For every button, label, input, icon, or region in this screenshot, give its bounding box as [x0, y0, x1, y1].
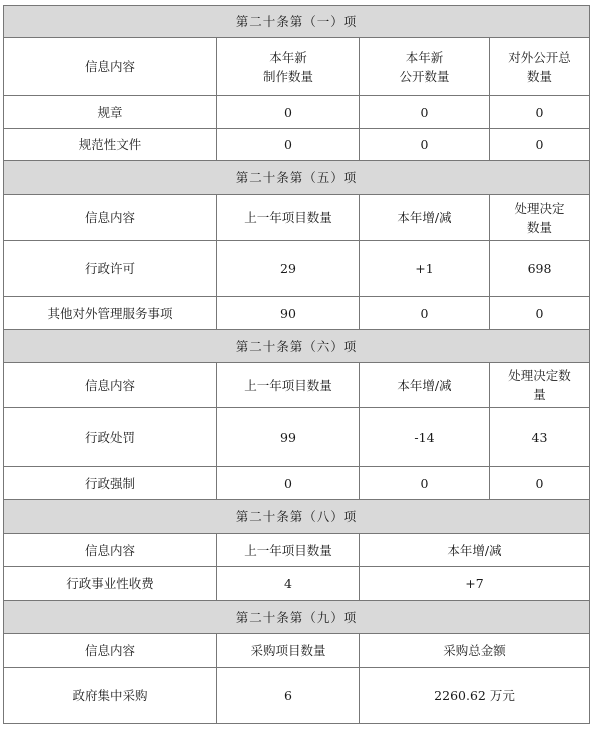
- row-label: 行政许可: [4, 241, 217, 297]
- cell-value: +7: [360, 567, 590, 601]
- cell-value: 43: [490, 408, 590, 467]
- table-row: [4, 467, 590, 500]
- header-cell: 上一年项目数量: [217, 363, 360, 408]
- row-label: 行政强制: [4, 467, 217, 500]
- header-cell: 采购项目数量: [217, 634, 360, 668]
- section-header: [4, 500, 590, 534]
- disclosure-table: [3, 5, 590, 724]
- cell-value: 0: [217, 129, 360, 161]
- row-label: 政府集中采购: [4, 668, 217, 724]
- column-header-row: [4, 195, 590, 241]
- section-header: [4, 161, 590, 195]
- table-row: [4, 408, 590, 467]
- cell-value: 29: [217, 241, 360, 297]
- table-row: [4, 96, 590, 129]
- table-row: [4, 241, 590, 297]
- section-header: [4, 6, 590, 38]
- cell-value: 4: [217, 567, 360, 601]
- cell-value: 90: [217, 297, 360, 330]
- header-cell: 本年新 公开数量: [360, 38, 490, 96]
- column-header-row: [4, 634, 590, 668]
- header-cell: 信息内容: [4, 195, 217, 241]
- row-label: 规范性文件: [4, 129, 217, 161]
- cell-value: -14: [360, 408, 490, 467]
- section-title: 第二十条第（一）项: [4, 6, 590, 38]
- row-label: 其他对外管理服务事项: [4, 297, 217, 330]
- cell-value: 2260.62 万元: [360, 668, 590, 724]
- cell-value: 0: [490, 129, 590, 161]
- section-header: [4, 330, 590, 363]
- section-title: 第二十条第（九）项: [4, 601, 590, 634]
- cell-value: 698: [490, 241, 590, 297]
- cell-value: 0: [490, 297, 590, 330]
- cell-value: +1: [360, 241, 490, 297]
- row-label: 规章: [4, 96, 217, 129]
- header-cell: 上一年项目数量: [217, 195, 360, 241]
- cell-value: 0: [490, 467, 590, 500]
- header-cell: 处理决定数 量: [490, 363, 590, 408]
- section-header: [4, 601, 590, 634]
- cell-value: 0: [490, 96, 590, 129]
- cell-value: 0: [360, 129, 490, 161]
- header-cell: 信息内容: [4, 634, 217, 668]
- section-title: 第二十条第（六）项: [4, 330, 590, 363]
- header-cell: 上一年项目数量: [217, 534, 360, 567]
- header-cell: 信息内容: [4, 363, 217, 408]
- table-row: [4, 129, 590, 161]
- row-label: 行政事业性收费: [4, 567, 217, 601]
- header-cell: 信息内容: [4, 38, 217, 96]
- header-cell: 本年增/减: [360, 195, 490, 241]
- cell-value: 0: [360, 96, 490, 129]
- table-row: [4, 297, 590, 330]
- section-title: 第二十条第（五）项: [4, 161, 590, 195]
- cell-value: 0: [360, 297, 490, 330]
- cell-value: 0: [360, 467, 490, 500]
- header-cell: 本年增/减: [360, 534, 590, 567]
- cell-value: 6: [217, 668, 360, 724]
- cell-value: 99: [217, 408, 360, 467]
- table-row: [4, 668, 590, 724]
- column-header-row: [4, 363, 590, 408]
- table-row: [4, 567, 590, 601]
- header-cell: 采购总金额: [360, 634, 590, 668]
- cell-value: 0: [217, 96, 360, 129]
- section-title: 第二十条第（八）项: [4, 500, 590, 534]
- cell-value: 0: [217, 467, 360, 500]
- row-label: 行政处罚: [4, 408, 217, 467]
- column-header-row: [4, 534, 590, 567]
- column-header-row: [4, 38, 590, 96]
- header-cell: 处理决定 数量: [490, 195, 590, 241]
- header-cell: 信息内容: [4, 534, 217, 567]
- header-cell: 本年新 制作数量: [217, 38, 360, 96]
- header-cell: 对外公开总 数量: [490, 38, 590, 96]
- header-cell: 本年增/减: [360, 363, 490, 408]
